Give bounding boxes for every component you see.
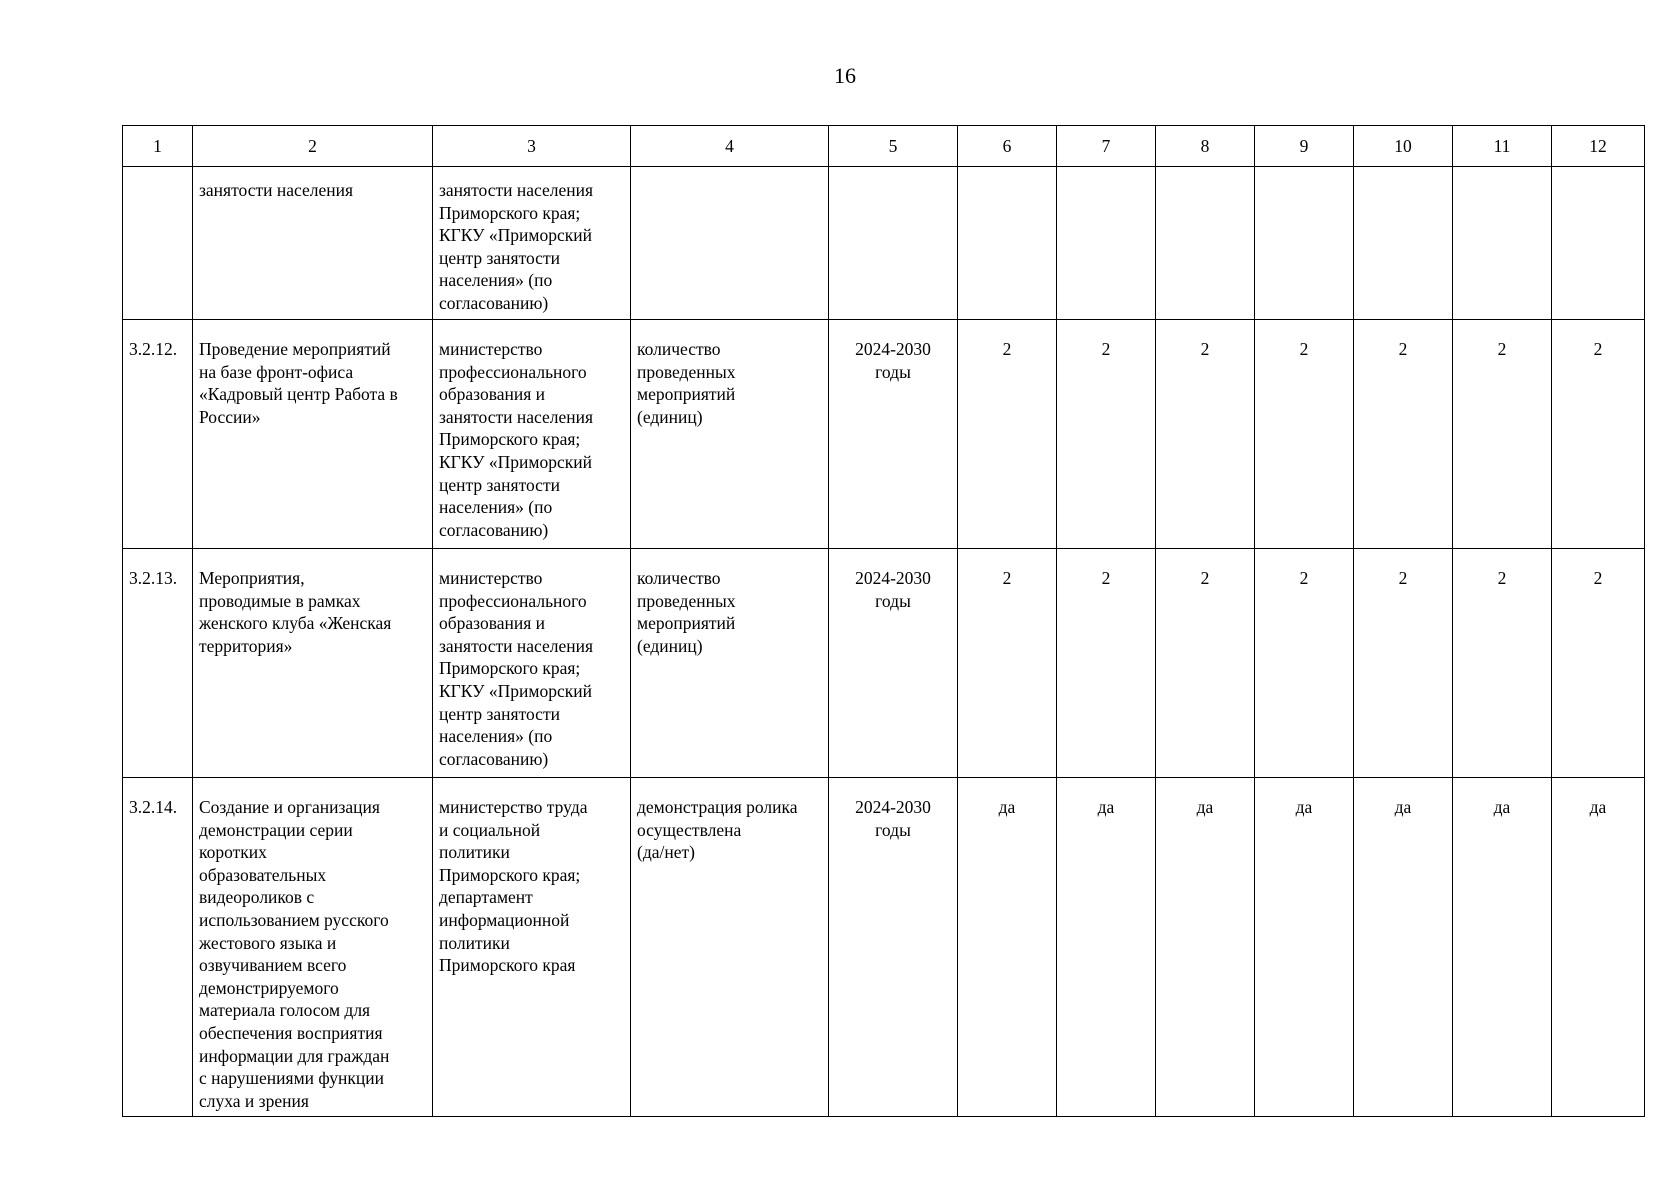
value-cell: [1156, 167, 1255, 320]
header-cell-5: 5: [829, 126, 958, 167]
executor-cell: [433, 320, 631, 549]
executor-line: согласованию): [439, 748, 549, 769]
value-cell: да: [1255, 778, 1354, 1117]
header-cell-10: 10: [1354, 126, 1453, 167]
indicator-line: мероприятий: [637, 613, 736, 634]
activity-name-line: жестового языка и: [199, 932, 337, 953]
executor-line: занятости населения: [439, 406, 594, 427]
executor-line: департамент: [439, 887, 533, 908]
value-cell: 2: [958, 549, 1057, 778]
value-cell: 2: [1453, 549, 1552, 778]
indicator-line: мероприятий: [637, 384, 736, 405]
indicator-line: (единиц): [637, 406, 703, 427]
executor-line: Приморского края;: [439, 202, 581, 223]
executor-line: КГКУ «Приморский: [439, 451, 592, 472]
header-cell-8: 8: [1156, 126, 1255, 167]
activity-name-cell: [193, 320, 433, 549]
value-cell: 2: [1453, 320, 1552, 549]
activity-name-line: Проведение мероприятий: [199, 339, 391, 359]
value-cell: да: [1057, 778, 1156, 1117]
table-row: [123, 320, 1645, 549]
activity-name-line: на базе фронт-офиса: [199, 361, 354, 382]
indicator-line: количество: [637, 339, 721, 359]
header-row: [123, 126, 1645, 167]
value-cell: [1057, 167, 1156, 320]
indicator-cell: [631, 167, 829, 320]
executor-line: образования и: [439, 613, 546, 634]
executor-line: КГКУ «Приморский: [439, 680, 592, 701]
activity-name-line: Мероприятия,: [199, 568, 305, 588]
activity-name-line: демонстрируемого: [199, 977, 339, 998]
value-cell: да: [958, 778, 1057, 1117]
executor-line: согласованию): [439, 519, 549, 540]
indicator-cell: [631, 549, 829, 778]
indicator-cell: [631, 778, 829, 1117]
value-cell: 2: [1057, 320, 1156, 549]
value-cell: 2: [1354, 320, 1453, 549]
executor-line: министерство труда: [439, 797, 588, 817]
executor-line: Приморского края: [439, 955, 576, 976]
header-cell-9: 9: [1255, 126, 1354, 167]
row-index-cell: 3.2.14.: [123, 778, 193, 1117]
executor-line: министерство: [439, 568, 543, 588]
activity-name-line: занятости населения: [199, 180, 354, 200]
activity-name-line: озвучиванием всего: [199, 955, 347, 976]
header-cell-3: 3: [433, 126, 631, 167]
activity-name-line: обеспечения восприятия: [199, 1022, 383, 1043]
value-cell: 2: [958, 320, 1057, 549]
activity-name-line: образовательных: [199, 864, 327, 885]
executor-line: занятости населения: [439, 180, 594, 200]
executor-line: профессионального: [439, 590, 587, 611]
header-cell-4: 4: [631, 126, 829, 167]
value-cell: 2: [1552, 320, 1645, 549]
period-cell: [829, 167, 958, 320]
header-cell-1: 1: [123, 126, 193, 167]
executor-line: занятости населения: [439, 635, 594, 656]
executor-line: политики: [439, 842, 510, 863]
executor-line: КГКУ «Приморский: [439, 225, 592, 246]
value-cell: да: [1453, 778, 1552, 1117]
value-cell: 2: [1354, 549, 1453, 778]
header-cell-11: 11: [1453, 126, 1552, 167]
executor-line: Приморского края;: [439, 864, 581, 885]
value-cell: да: [1552, 778, 1645, 1117]
header-cell-6: 6: [958, 126, 1057, 167]
executor-line: населения» (по: [439, 270, 553, 291]
activity-name-cell: [193, 778, 433, 1117]
value-cell: [1255, 167, 1354, 320]
value-cell: [1354, 167, 1453, 320]
period-line: 2024-2030: [855, 568, 931, 588]
activity-name-line: использованием русского: [199, 909, 389, 930]
activity-name-line: информации для граждан: [199, 1045, 390, 1066]
indicator-line: осуществлена: [637, 819, 742, 840]
period-cell: [829, 549, 958, 778]
executor-cell: [433, 549, 631, 778]
activity-name-line: видеороликов с: [199, 887, 315, 908]
activity-name-line: демонстрации серии: [199, 819, 353, 840]
row-index-cell: [123, 167, 193, 320]
indicator-line: проведенных: [637, 361, 736, 382]
executor-line: профессионального: [439, 361, 587, 382]
period-line: 2024-2030: [855, 339, 931, 359]
row-index-cell: 3.2.13.: [123, 549, 193, 778]
indicator-line: (единиц): [637, 635, 703, 656]
value-cell: 2: [1057, 549, 1156, 778]
indicator-line: количество: [637, 568, 721, 588]
activity-name-line: коротких: [199, 842, 267, 863]
period-line: 2024-2030: [855, 797, 931, 817]
value-cell: да: [1354, 778, 1453, 1117]
activity-name-cell: [193, 549, 433, 778]
executor-line: Приморского края;: [439, 429, 581, 450]
executor-line: политики: [439, 932, 510, 953]
value-cell: 2: [1156, 549, 1255, 778]
activity-name-line: России»: [199, 406, 261, 427]
period-line: годы: [875, 590, 911, 611]
executor-line: согласованию): [439, 292, 549, 313]
activity-name-line: женского клуба «Женская: [199, 613, 392, 634]
table-row: [123, 778, 1645, 1117]
table-row: [123, 549, 1645, 778]
executor-line: министерство: [439, 339, 543, 359]
executor-line: центр занятости: [439, 247, 560, 268]
executor-line: населения» (по: [439, 726, 553, 747]
table-row: [123, 167, 1645, 320]
value-cell: 2: [1255, 549, 1354, 778]
activity-name-line: с нарушениями функции: [199, 1068, 384, 1089]
value-cell: 2: [1255, 320, 1354, 549]
period-line: годы: [875, 819, 911, 840]
period-line: годы: [875, 361, 911, 382]
activity-name-line: территория»: [199, 635, 293, 656]
executor-line: центр занятости: [439, 703, 560, 724]
executor-line: и социальной: [439, 819, 541, 840]
activity-name-line: «Кадровый центр Работа в: [199, 384, 398, 405]
header-cell-7: 7: [1057, 126, 1156, 167]
value-cell: да: [1156, 778, 1255, 1117]
executor-line: центр занятости: [439, 474, 560, 495]
value-cell: [958, 167, 1057, 320]
period-cell: [829, 778, 958, 1117]
activity-name-line: слуха и зрения: [199, 1090, 309, 1111]
executor-line: информационной: [439, 909, 570, 930]
activity-name-line: материала голосом для: [199, 1000, 371, 1021]
indicator-cell: [631, 320, 829, 549]
indicator-line: проведенных: [637, 590, 736, 611]
value-cell: [1552, 167, 1645, 320]
header-cell-12: 12: [1552, 126, 1645, 167]
activity-name-line: проводимые в рамках: [199, 590, 361, 611]
value-cell: 2: [1552, 549, 1645, 778]
value-cell: [1453, 167, 1552, 320]
indicator-line: демонстрация ролика: [637, 797, 798, 817]
executor-cell: [433, 778, 631, 1117]
page-number: 16: [834, 63, 856, 88]
value-cell: 2: [1156, 320, 1255, 549]
executor-line: образования и: [439, 384, 546, 405]
header-cell-2: 2: [193, 126, 433, 167]
executor-line: населения» (по: [439, 497, 553, 518]
activity-name-cell: [193, 167, 433, 320]
executor-line: Приморского края;: [439, 658, 581, 679]
program-activities-table: [122, 125, 1645, 1117]
period-cell: [829, 320, 958, 549]
activity-name-line: Создание и организация: [199, 797, 380, 817]
executor-cell: [433, 167, 631, 320]
indicator-line: (да/нет): [637, 842, 695, 863]
row-index-cell: 3.2.12.: [123, 320, 193, 549]
